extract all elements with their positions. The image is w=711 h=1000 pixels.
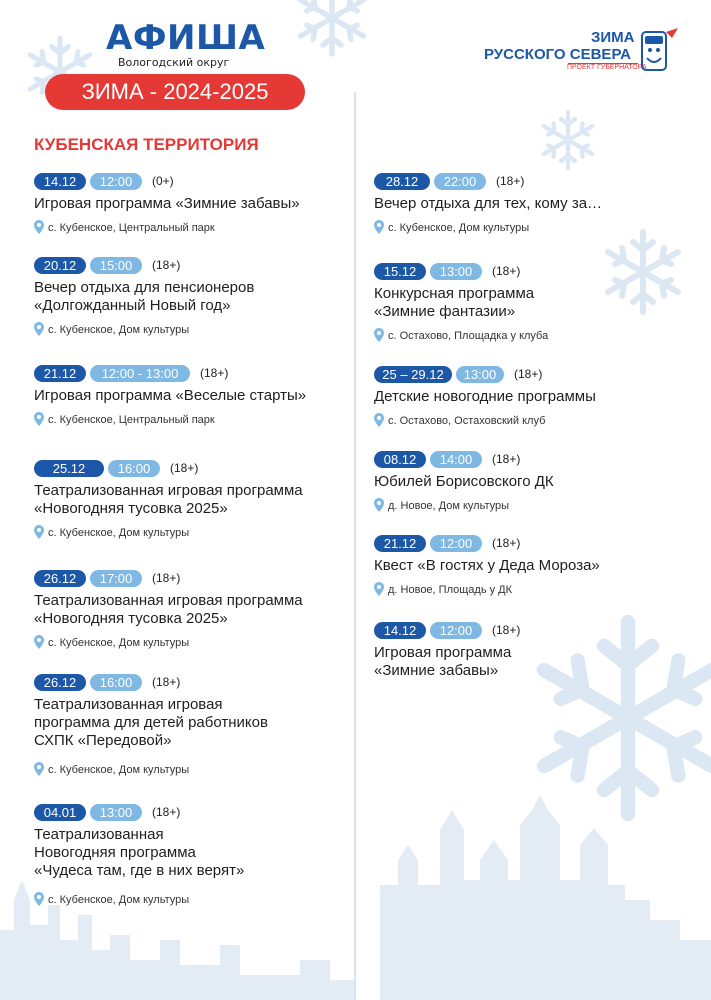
event-date-badge: 25.12 — [34, 460, 104, 477]
event-location — [34, 322, 189, 339]
event-time-badge: 12:00 - 13:00 — [90, 365, 190, 382]
event-time-badge: 13:00 — [456, 366, 504, 383]
event-title-line: Юбилей Борисовского ДК — [374, 473, 554, 490]
event-location-text: с. Кубенское, Центральный парк — [48, 222, 215, 234]
event-location — [374, 413, 545, 430]
event-age-rating: (18+) — [514, 367, 543, 381]
poster-subtitle: Вологодский округ — [118, 56, 230, 69]
mascot-icon — [640, 28, 680, 74]
event-age-rating: (18+) — [152, 805, 181, 819]
event-title-line: «Новогодняя тусовка 2025» — [34, 610, 228, 627]
event-title-line: Театрализованная игровая программа — [34, 592, 303, 609]
event-date-badge: 25 – 29.12 — [374, 366, 452, 383]
location-pin-icon — [374, 220, 384, 237]
event-location — [34, 525, 189, 542]
event-age-rating: (18+) — [170, 461, 199, 475]
poster-title: АФИША — [106, 18, 266, 58]
section-title: КУБЕНСКАЯ ТЕРРИТОРИЯ — [34, 135, 259, 154]
event-location — [34, 635, 189, 652]
event-title-line: «Чудеса там, где в них верят» — [34, 862, 245, 879]
location-pin-icon — [34, 220, 44, 237]
event-time-badge: 14:00 — [430, 451, 482, 468]
column-divider — [354, 92, 356, 1000]
location-pin-icon — [34, 525, 44, 542]
location-pin-icon — [34, 322, 44, 339]
location-pin-icon — [374, 582, 384, 599]
location-pin-icon — [374, 413, 384, 430]
event-title-line: Вечер отдыха для тех, кому за… — [374, 195, 603, 212]
event-location-text: с. Кубенское, Центральный парк — [48, 414, 215, 426]
event-title-line: программа для детей работников — [34, 714, 268, 731]
event-date-badge: 15.12 — [374, 263, 426, 280]
location-pin-icon — [374, 328, 384, 345]
event-time-badge: 12:00 — [430, 535, 482, 552]
event-time-badge: 22:00 — [434, 173, 486, 190]
event-age-rating: (18+) — [492, 623, 521, 637]
logo-line1: ЗИМА — [591, 29, 635, 46]
event-location-text: с. Остахово, Остаховский клуб — [388, 415, 546, 427]
event-location — [374, 220, 529, 237]
snowflake-decor-4 — [608, 232, 678, 312]
event-location-text: с. Кубенское, Дом культуры — [48, 527, 190, 539]
snowflake-decor-2 — [301, 0, 364, 54]
event-age-rating: (18+) — [496, 174, 525, 188]
event-date-badge: 14.12 — [374, 622, 426, 639]
event-time-badge: 12:00 — [430, 622, 482, 639]
event-age-rating: (18+) — [152, 675, 181, 689]
event-time-badge: 13:00 — [90, 804, 142, 821]
location-pin-icon — [34, 762, 44, 779]
event-location-text: с. Кубенское, Дом культуры — [388, 222, 530, 234]
location-pin-icon — [374, 498, 384, 515]
event-title-line: СХПК «Передовой» — [34, 732, 172, 749]
event-age-rating: (18+) — [492, 452, 521, 466]
event-title-line: Квест «В гостях у Деда Мороза» — [374, 557, 600, 574]
event-location-text: с. Кубенское, Дом культуры — [48, 764, 190, 776]
event-age-rating: (18+) — [200, 366, 229, 380]
event-time-badge: 13:00 — [430, 263, 482, 280]
event-title-line: Детские новогодние программы — [374, 388, 596, 405]
snowflake-decor-3 — [544, 112, 593, 168]
event-title-line: Игровая программа «Веселые старты» — [34, 387, 307, 404]
event-time-badge: 16:00 — [108, 460, 160, 477]
event-location — [34, 220, 215, 237]
event-location-text: с. Кубенское, Дом культуры — [48, 637, 190, 649]
event-title-line: Конкурсная программа — [374, 285, 535, 302]
event-title-line: Театрализованная — [34, 826, 164, 843]
event-location — [374, 582, 512, 599]
logo-line3: ПРОЕКТ ГУБЕРНАТОРА — [567, 64, 647, 71]
event-date-badge: 20.12 — [34, 257, 86, 274]
event-date-badge: 04.01 — [34, 804, 86, 821]
event-location-text: д. Новое, Площадь у ДК — [388, 584, 513, 596]
event-title-line: «Долгожданный Новый год» — [34, 297, 231, 314]
event-date-badge: 14.12 — [34, 173, 86, 190]
event-date-badge: 21.12 — [374, 535, 426, 552]
event-title-line: Театрализованная игровая — [34, 696, 223, 713]
event-time-badge: 12:00 — [90, 173, 142, 190]
event-location — [34, 412, 215, 429]
event-title-line: Новогодняя программа — [34, 844, 196, 861]
event-time-badge: 17:00 — [90, 570, 142, 587]
event-title-line: «Зимние забавы» — [374, 662, 499, 679]
event-location-text: с. Кубенское, Дом культуры — [48, 894, 190, 906]
location-pin-icon — [34, 412, 44, 429]
event-date-badge: 26.12 — [34, 570, 86, 587]
event-title-line: «Новогодняя тусовка 2025» — [34, 500, 228, 517]
event-location — [34, 762, 189, 779]
season-badge: ЗИМА - 2024-2025 — [45, 74, 305, 110]
event-title-line: «Зимние фантазии» — [374, 303, 516, 320]
event-title-line: Игровая программа «Зимние забавы» — [34, 195, 300, 212]
event-title-line: Театрализованная игровая программа — [34, 482, 303, 499]
event-location-text: с. Остахово, Площадка у клуба — [388, 330, 549, 342]
event-date-badge: 21.12 — [34, 365, 86, 382]
event-location-text: с. Кубенское, Дом культуры — [48, 324, 190, 336]
location-pin-icon — [34, 892, 44, 909]
event-age-rating: (0+) — [152, 174, 174, 188]
event-title-line: Игровая программа — [374, 644, 512, 661]
event-date-badge: 26.12 — [34, 674, 86, 691]
snowflake-decor-5 — [544, 622, 711, 814]
event-age-rating: (18+) — [152, 258, 181, 272]
logo-line2: РУССКОГО СЕВЕРА — [484, 46, 631, 63]
event-age-rating: (18+) — [492, 536, 521, 550]
event-time-badge: 15:00 — [90, 257, 142, 274]
event-age-rating: (18+) — [492, 264, 521, 278]
location-pin-icon — [34, 635, 44, 652]
event-location — [34, 892, 189, 909]
event-location — [374, 328, 548, 345]
event-time-badge: 16:00 — [90, 674, 142, 691]
event-location — [374, 498, 509, 515]
event-location-text: д. Новое, Дом культуры — [388, 500, 510, 512]
event-age-rating: (18+) — [152, 571, 181, 585]
event-title-line: Вечер отдыха для пенсионеров — [34, 279, 255, 296]
event-date-badge: 08.12 — [374, 451, 426, 468]
event-date-badge: 28.12 — [374, 173, 430, 190]
